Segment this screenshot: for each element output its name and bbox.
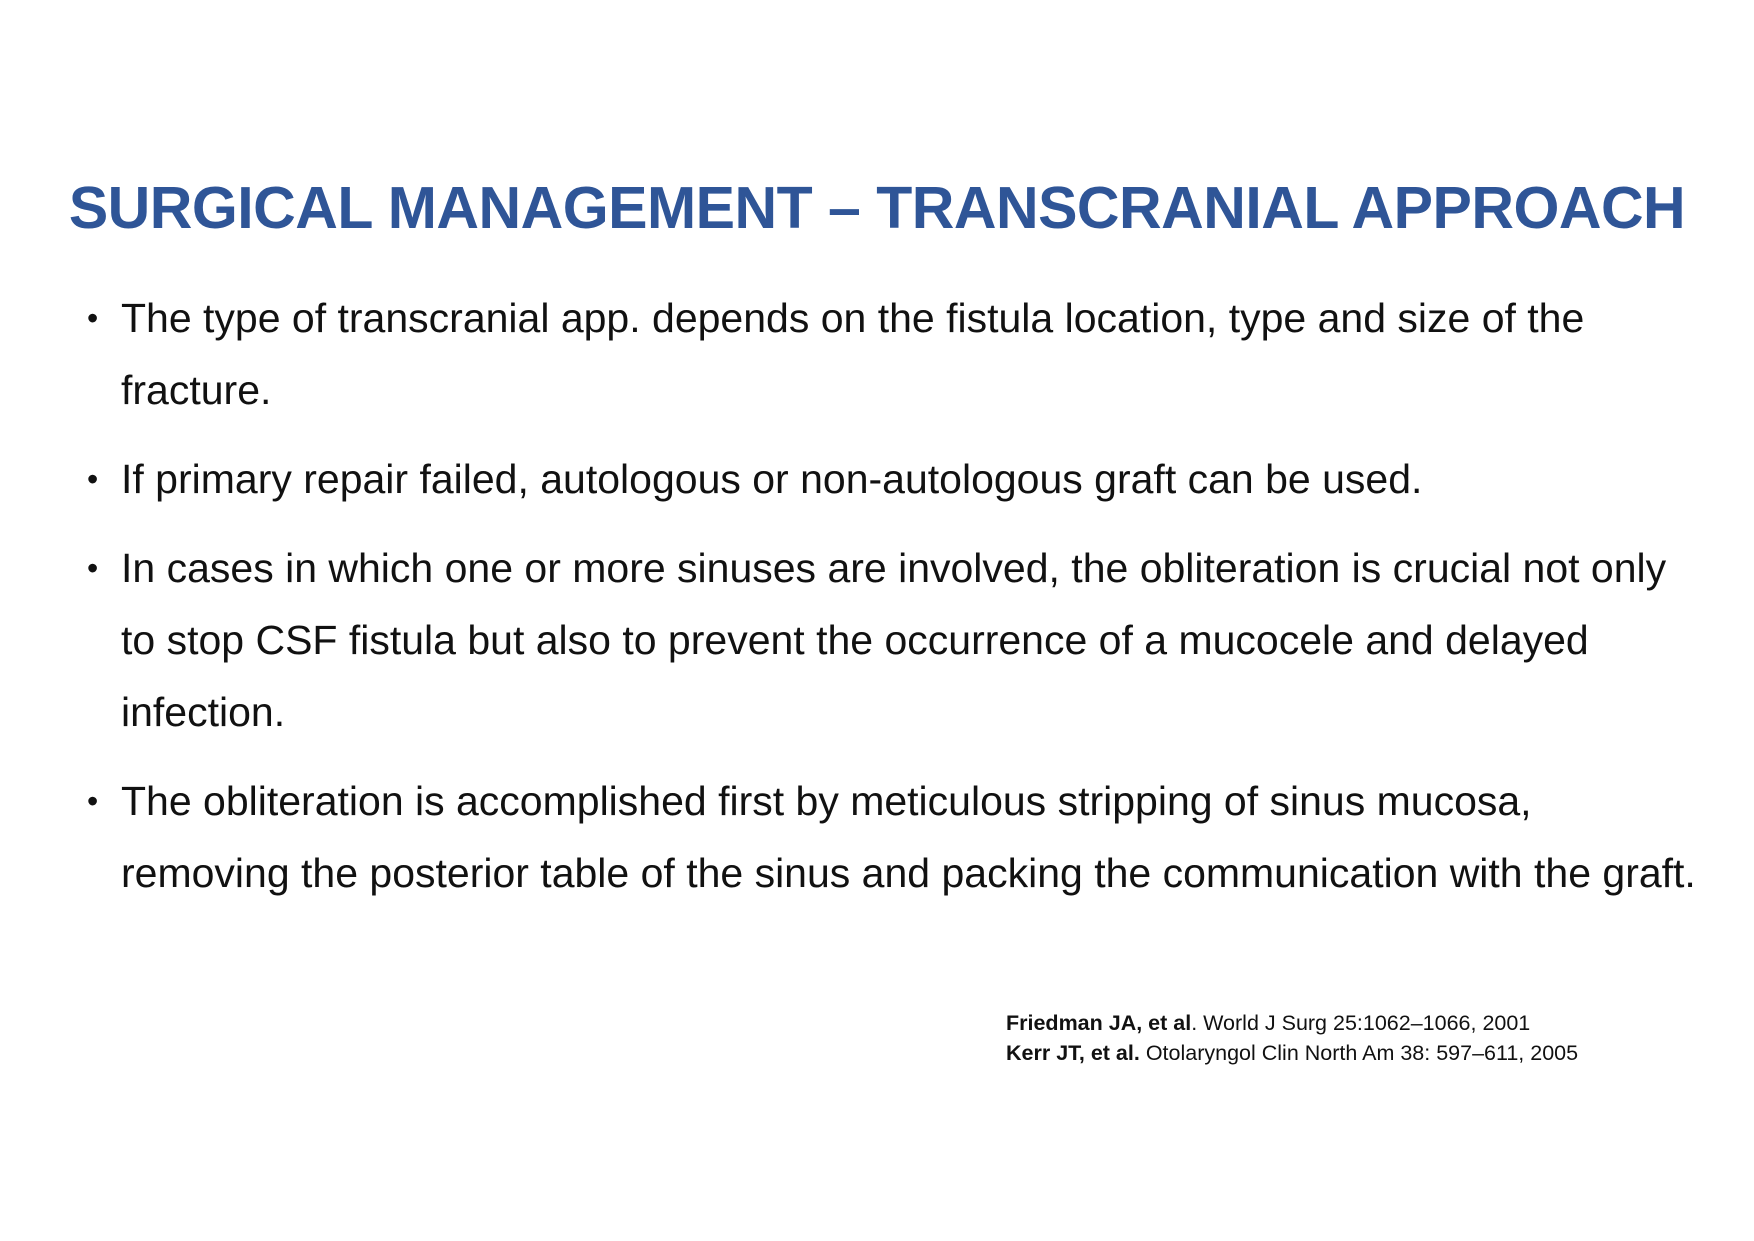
reference-item xyxy=(1006,1038,1578,1068)
bullet-text: The type of transcranial app. depends on the fistula location, type and size of the fracture. xyxy=(121,295,1585,413)
reference-item xyxy=(1006,1008,1578,1038)
bullet-item xyxy=(87,532,1707,748)
slide-title: SURGICAL MANAGEMENT – TRANSCRANIAL APPROACH xyxy=(68,175,1686,241)
bullet-item xyxy=(87,765,1707,909)
bullet-marker: • xyxy=(87,783,99,819)
reference-citation: . World J Surg 25:1062–1066, 2001 xyxy=(1191,1011,1531,1035)
bullet-text: In cases in which one or more sinuses are involved, the obliteration is crucial not only to stop CSF fistula but also to prevent the occurrence of a mucocele and delayed infection. xyxy=(121,545,1667,735)
reference-authors: Friedman JA, et al xyxy=(1006,1011,1192,1035)
bullet-marker: • xyxy=(87,461,99,497)
bullet-item xyxy=(87,282,1707,426)
references xyxy=(1006,1008,1578,1068)
bullet-list xyxy=(87,282,1707,926)
bullet-text: If primary repair failed, autologous or non-autologous graft can be used. xyxy=(121,456,1423,502)
bullet-marker: • xyxy=(87,300,99,336)
bullet-text: The obliteration is accomplished first by meticulous stripping of sinus mucosa, removing the posterior table of the sinus and packing the communication with the graft. xyxy=(121,778,1696,896)
bullet-item xyxy=(87,443,1707,515)
reference-authors: Kerr JT, et al. xyxy=(1006,1041,1140,1065)
reference-citation: Otolaryngol Clin North Am 38: 597–611, 2005 xyxy=(1139,1041,1579,1065)
bullet-marker: • xyxy=(87,550,99,586)
